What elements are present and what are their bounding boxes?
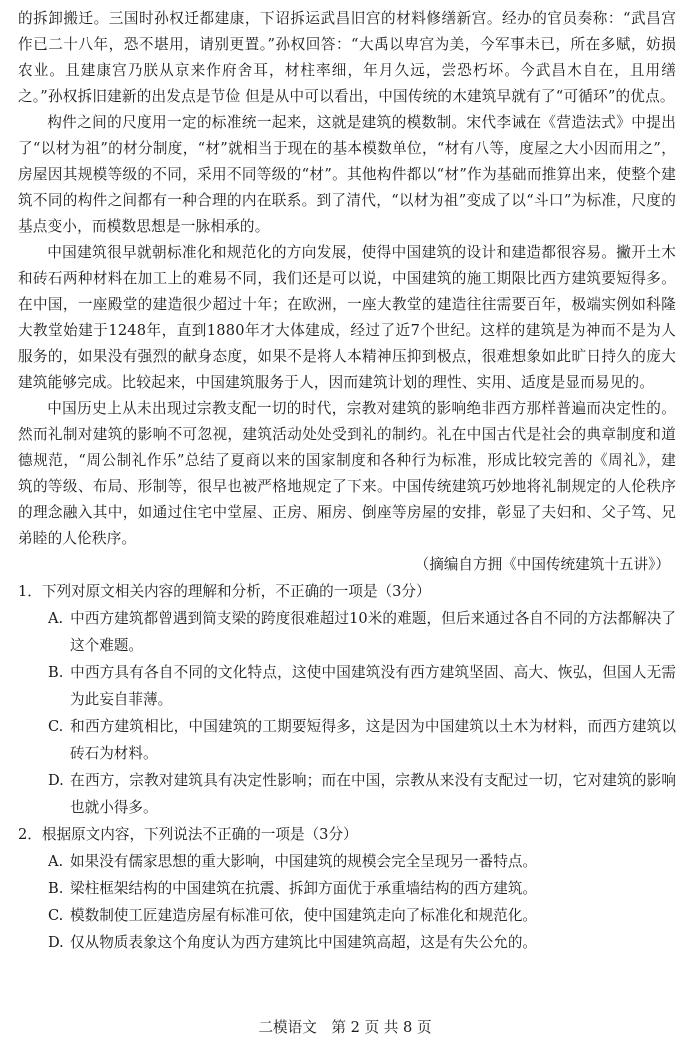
question-2-option-b — [18, 875, 676, 902]
option-label: A. — [48, 610, 64, 627]
question-1-option-d — [18, 767, 676, 821]
question-1-option-b — [18, 659, 676, 713]
passage-paragraph-1: 的拆卸搬迁。三国时孙权迁都建康，下诏拆运武昌旧宫的材料修缮新宫。经办的官员奏称：“武昌宫作已二十八年，恐不堪用，请别更置。”孙权回答：“大禹以卑宫为美，今军事未已，所在多赋，妨损农业。且建康宫乃朕从京来作府舍耳，材柱率细，年月久远，尝恐朽坏。今武昌木自在，且用缮之。”孙权拆旧建新的出发点是节俭 但是从中可以看出，中国传统的木建筑早就有了“可循环”的优点。 — [18, 10, 676, 105]
option-label: A. — [48, 853, 64, 870]
question-2 — [18, 821, 676, 956]
passage-paragraph-2: 构件之间的尺度用一定的标准统一起来，这就是建筑的模数制。宋代李诫在《营造法式》中提出了“以材为祖”的材分制度，“材”就相当于现在的基本模数单位，“材有八等，度屋之大小因而用之”，房屋因其规模等级的不同，采用不同等级的“材”。其他构件都以“材”作为基础而推算出来，使整个建筑不同的构件之间都有一种合理的内在联系。到了清代，“以材为祖”变成了以“斗口”为标准，尺度的基点变小，而模数思想是一脉相承的。 — [18, 114, 676, 235]
option-text: 仅从物质表象这个角度认为西方建筑比中国建筑高超，这是有失公允的。 — [70, 934, 538, 951]
passage-paragraph-4: 中国历史上从未出现过宗教支配一切的时代，宗教对建筑的影响绝非西方那样普遍而决定性的。然而礼制对建筑的影响不可忽视，建筑活动处处受到礼的制约。礼在中国古代是社会的典章制度和道德规范，“周公制礼作乐”总结了夏商以来的国家制度和各种行为标准，形成比较完善的《周礼》，建筑的等级、布局、形制等，很早也被严格地规定了下来。中国传统建筑巧妙地将礼制规定的人伦秩序的理念融入其中，如通过住宅中堂屋、正房、厢房、倒座等房屋的安排，彰显了夫妇和、父子笃、兄弟睦的人伦秩序。 — [18, 400, 676, 547]
option-label: B. — [48, 664, 64, 681]
option-text: 如果没有儒家思想的重大影响，中国建筑的规模会完全呈现另一番特点。 — [70, 853, 538, 870]
option-label: D. — [48, 772, 64, 789]
question-2-option-a — [18, 848, 676, 875]
option-text: 和西方建筑相比，中国建筑的工期要短得多，这是因为中国建筑以土木为材料，而西方建筑以砖石为材料。 — [70, 718, 676, 762]
passage-source: （摘编自方拥《中国传统建筑十五讲》） — [414, 556, 670, 573]
option-text: 模数制使工匠建造房屋有标准可依，使中国建筑走向了标准化和规范化。 — [70, 907, 538, 924]
page-footer: 二模语文 第 2 页 共 8 页 — [258, 1019, 432, 1036]
question-1-stem: 1．下列对原文相关内容的理解和分析，不正确的一项是（3分） — [18, 583, 431, 600]
option-text: 在西方，宗教对建筑具有决定性影响；而在中国，宗教从来没有支配过一切，它对建筑的影响也就小得多。 — [70, 772, 676, 816]
reading-passage — [18, 6, 676, 578]
question-1 — [18, 578, 676, 821]
question-1-option-c — [18, 713, 676, 767]
option-text: 中西方具有各自不同的文化特点，这使中国建筑没有西方建筑坚固、高大、恢弘，但国人无需为此妄自菲薄。 — [70, 664, 676, 708]
question-1-option-a — [18, 605, 676, 659]
option-text: 中西方建筑都曾遇到简支梁的跨度很难超过10米的难题，但后来通过各自不同的方法都解决了这个难题。 — [70, 610, 676, 654]
option-label: B. — [48, 880, 64, 897]
option-label: C. — [48, 718, 64, 735]
passage-paragraph-3: 中国建筑很早就朝标准化和规范化的方向发展，使得中国建筑的设计和建造都很容易。撇开土木和砖石两种材料在加工上的难易不同，我们还是可以说，中国建筑的施工期限比西方建筑要短得多。在中国，一座殿堂的建造很少超过十年；在欧洲，一座大教堂的建造往往需要百年，极端实例如科隆大教堂始建于1248年，直到1880年才大体建成，经过了近7个世纪。这样的建筑是为神而不是为人服务的，如果没有强烈的献身态度，如果不是将人本精神压抑到极点，很难想象如此旷日持久的庞大建筑能够完成。比较起来，中国建筑服务于人，因而建筑计划的理性、实用、适度是显而易见的。 — [18, 244, 676, 391]
option-text: 梁柱框架结构的中国建筑在抗震、拆卸方面优于承重墙结构的西方建筑。 — [70, 880, 538, 897]
question-2-option-d — [18, 929, 676, 956]
option-label: D. — [48, 934, 64, 951]
option-label: C. — [48, 907, 64, 924]
question-2-stem: 2．根据原文内容，下列说法不正确的一项是（3分） — [18, 826, 358, 843]
question-2-option-c — [18, 902, 676, 929]
